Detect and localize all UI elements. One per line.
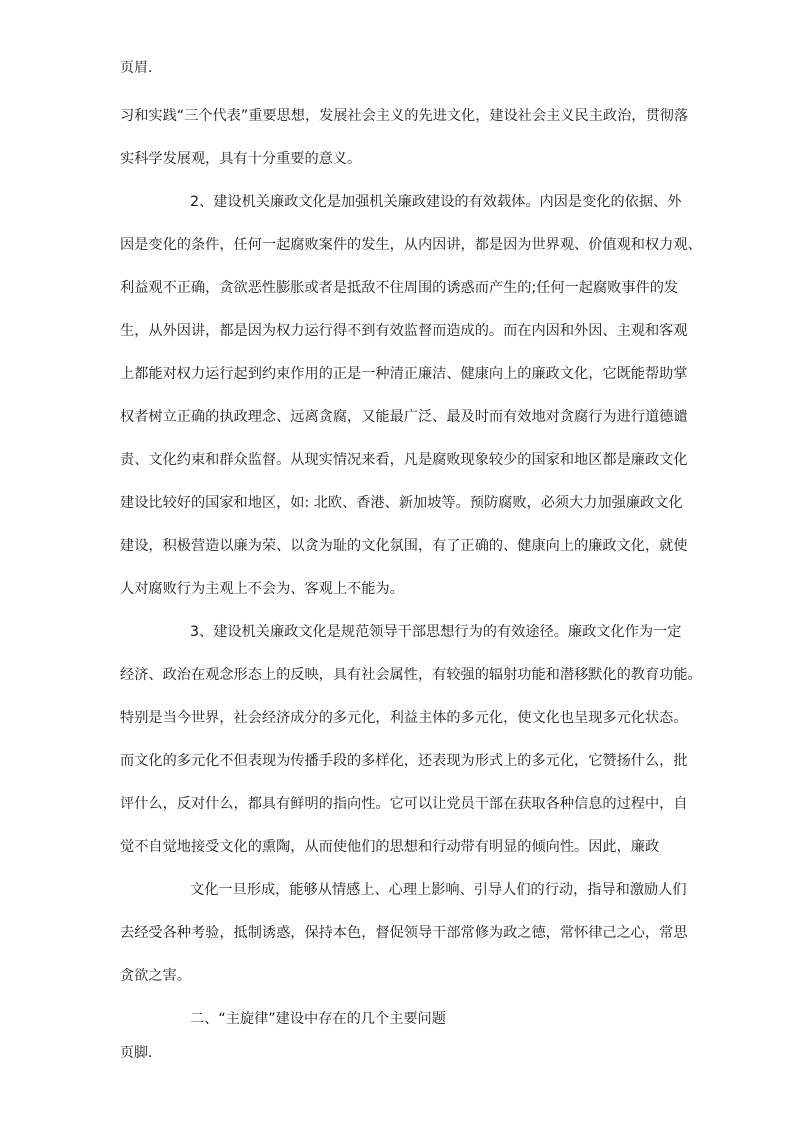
text-line: 人对腐败行为主观上不会为、客观上不能为。: [120, 581, 404, 597]
text-line: 生，从外因讲，都是因为权力运行得不到有效监督而造成的。而在内因和外因、主观和客观: [120, 323, 688, 339]
text-line: 而文化的多元化不但表现为传播手段的多样化，还表现为形式上的多元化，它赞扬什么，批: [120, 753, 688, 769]
text-line: 经济、政治在观念形态上的反映，具有社会属性，有较强的辐射功能和潜移默化的教育功能。: [120, 667, 702, 683]
text-line: 建设，积极营造以廉为荣、以贪为耻的文化氛围，有了正确的、健康向上的廉政文化，就使: [120, 538, 688, 554]
text-line: 实科学发展观，具有十分重要的意义。: [120, 151, 362, 167]
text-line: 贪欲之害。: [120, 968, 191, 984]
text-line: 特别是当今世界，社会经济成分的多元化，利益主体的多元化，使文化也呈现多元化状态。: [120, 710, 688, 726]
section-heading: 二、“主旋律”建设中存在的几个主要问题: [190, 1011, 446, 1027]
text-line: 利益观不正确，贪欲恶性膨胀或者是抵敌不住周围的诱惑而产生的;任何一起腐败事件的发: [120, 280, 679, 296]
page-footer: 页脚.: [120, 1045, 153, 1061]
text-line: 评什么，反对什么，都具有鲜明的指向性。它可以让党员干部在获取各种信息的过程中，自: [120, 796, 688, 812]
text-line: 习和实践“三个代表”重要思想，发展社会主义的先进文化，建设社会主义民主政治，贯彻落: [120, 108, 689, 124]
text-line: 权者树立正确的执政理念、远离贪腐，又能最广泛、最及时而有效地对贪腐行为进行道德谴: [120, 409, 688, 425]
text-line: 文化一旦形成，能够从情感上、心理上影响、引导人们的行动，指导和激励人们: [190, 882, 687, 898]
text-line: 2、建设机关廉政文化是加强机关廉政建设的有效载体。内因是变化的依据、外: [190, 194, 682, 210]
text-line: 责、文化约束和群众监督。从现实情况来看，凡是腐败现象较少的国家和地区都是廉政文化: [120, 452, 688, 468]
text-line: 觉不自觉地接受文化的熏陶，从而使他们的思想和行动带有明显的倾向性。因此，廉政: [120, 839, 660, 855]
text-line: 因是变化的条件，任何一起腐败案件的发生，从内因讲，都是因为世界观、价值观和权力观、: [120, 237, 702, 253]
text-line: 去经受各种考验，抵制诱惑，保持本色，督促领导干部常修为政之德，常怀律己之心，常思: [120, 925, 688, 941]
text-line: 3、建设机关廉政文化是规范领导干部思想行为的有效途径。廉政文化作为一定: [190, 624, 682, 640]
page-header: 页眉.: [120, 60, 153, 76]
text-line: 上都能对权力运行起到约束作用的正是一种清正廉洁、健康向上的廉政文化，它既能帮助掌: [120, 366, 688, 382]
text-line: 建设比较好的国家和地区，如: 北欧、香港、新加坡等。预防腐败，必须大力加强廉政文化: [120, 495, 683, 511]
